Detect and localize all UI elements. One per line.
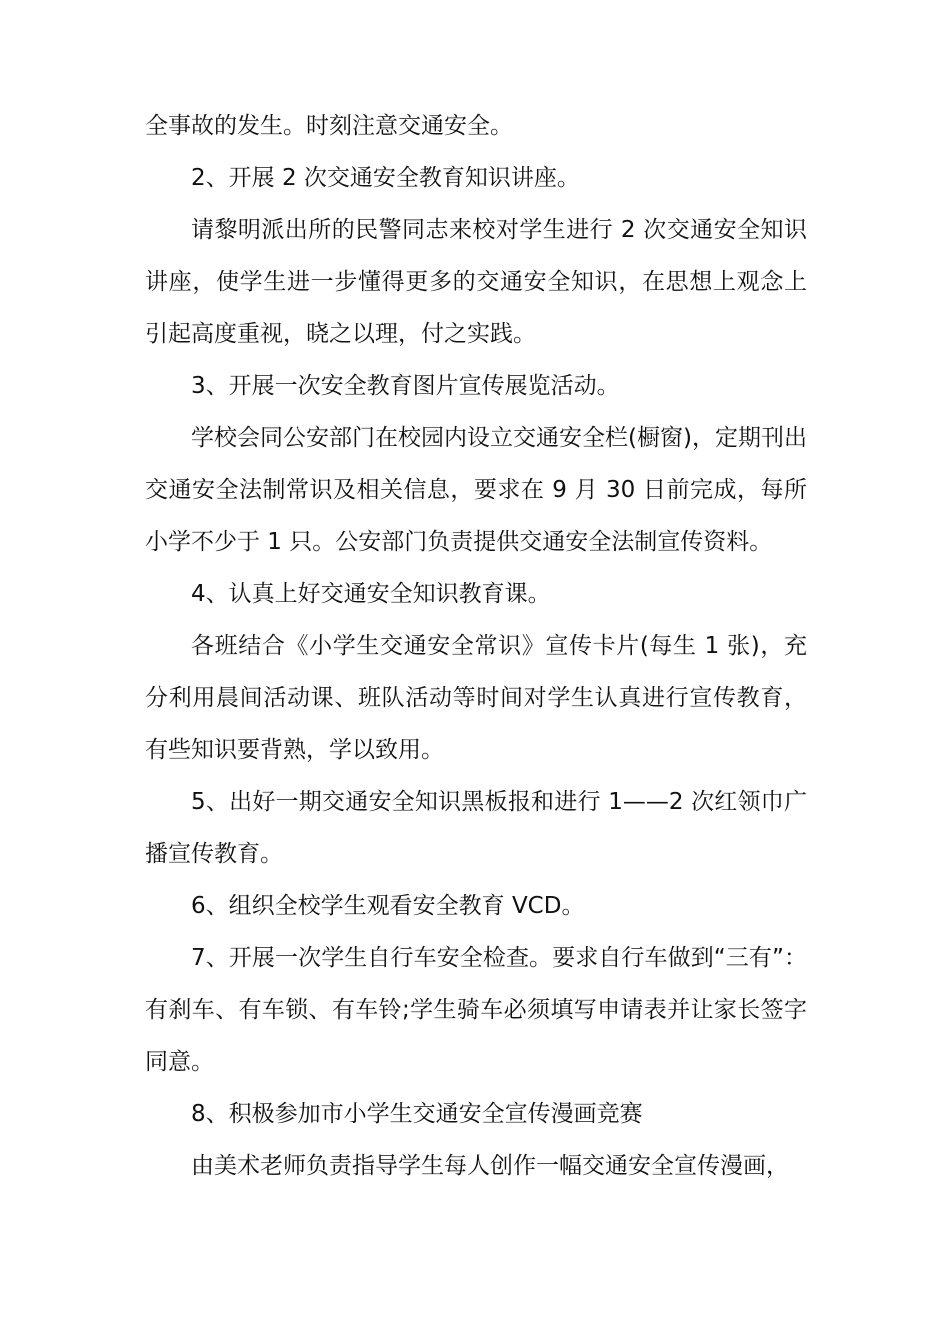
item-heading-8: 8、积极参加市小学生交通安全宣传漫画竞赛: [191, 1101, 643, 1127]
item-heading-2: 2、开展 2 次交通安全教育知识讲座。: [191, 165, 580, 191]
item-heading-3: 3、开展一次安全教育图片宣传展览活动。: [191, 373, 620, 399]
document-body: [145, 100, 807, 1192]
item-body-4: 各班结合《小学生交通安全常识》宣传卡片(每生 1 张)，充分利用晨间活动课、班队活动等时间对学生认真进行宣传教育，有些知识要背熟，学以致用。: [145, 633, 807, 763]
item-6: 6、组织全校学生观看安全教育 VCD。: [191, 893, 585, 919]
item-5: 5、出好一期交通安全知识黑板报和进行 1——2 次红领巾广播宣传教育。: [145, 789, 807, 867]
item-heading-4: 4、认真上好交通安全知识教育课。: [191, 581, 551, 607]
item-body-3: 学校会同公安部门在校园内设立交通安全栏(橱窗)，定期刊出交通安全法制常识及相关信息，要求在 9 月 30 日前完成，每所小学不少于 1 只。公安部门负责提供交通安全法制宣传资料。: [145, 425, 807, 555]
item-7: 7、开展一次学生自行车安全检查。要求自行车做到“三有”：有刹车、有车锁、有车铃;学生骑车必须填写申请表并让家长签字同意。: [145, 945, 807, 1075]
item-body-2: 请黎明派出所的民警同志来校对学生进行 2 次交通安全知识讲座，使学生进一步懂得更多的交通安全知识，在思想上观念上引起高度重视，晓之以理，付之实践。: [145, 217, 807, 347]
item-body-8: 由美术老师负责指导学生每人创作一幅交通安全宣传漫画，: [191, 1153, 789, 1179]
paragraph-continuation: 全事故的发生。时刻注意交通安全。: [145, 113, 513, 139]
